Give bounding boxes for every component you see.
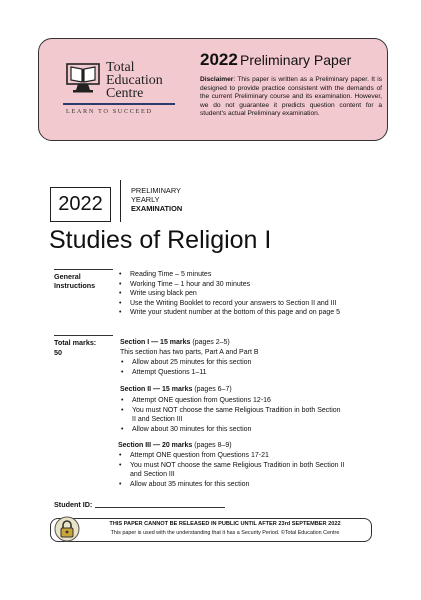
exam-year-box: 2022 (50, 187, 111, 222)
section-3-name: Section III — 20 marks (118, 442, 193, 449)
exam-divider (120, 180, 121, 222)
list-item: • Allow about 30 minutes for this section (120, 425, 346, 435)
list-item: • Allow about 25 minutes for this section (120, 358, 346, 368)
section-3-heading (118, 441, 232, 451)
exam-type-line3: EXAMINATION (131, 204, 183, 213)
total-label-rule (54, 335, 113, 336)
brand-name-line2: Education (106, 73, 163, 88)
book-computer-icon (66, 62, 100, 94)
section-1-intro: This section has two parts, Part A and Part B (120, 349, 259, 356)
banner-year: 2022 (200, 50, 238, 69)
student-id-line[interactable] (95, 507, 225, 508)
footer-security-notice: This paper is used with the understanding that it has a Security Period. ©Total Education Centre (110, 530, 340, 536)
section-2-pages: (pages 6–7) (192, 386, 232, 393)
section-3-list (118, 451, 346, 489)
list-item: • Attempt Questions 1–11 (120, 368, 346, 378)
subject-title: Studies of Religion I (49, 226, 272, 254)
list-item: • Attempt ONE question from Questions 17-21 (118, 451, 346, 461)
general-label-line1: General (54, 272, 81, 281)
padlock-icon (54, 516, 80, 542)
total-marks-label: Total marks: (54, 338, 97, 347)
brand-divider (63, 103, 175, 105)
section-3-pages: (pages 8–9) (192, 442, 232, 449)
section-1-name: Section I — 15 marks (120, 339, 191, 346)
list-item: • You must NOT choose the same Religious Tradition in both Section II and Section III (118, 461, 346, 480)
disclaimer-label: Disclaimer (200, 76, 234, 83)
section-1-list (120, 358, 346, 377)
list-item: • Attempt ONE question from Questions 12-16 (120, 396, 346, 406)
list-item: • You must NOT choose the same Religious Tradition in both Section II and Section III (120, 406, 346, 425)
general-label-rule (54, 269, 113, 270)
disclaimer-text (200, 76, 382, 119)
section-2-heading (120, 385, 232, 395)
brand-name-line1: Total (106, 60, 135, 75)
section-2-list (120, 396, 346, 434)
total-marks-value: 50 (54, 348, 62, 357)
disclaimer-body: : This paper is written as a Preliminary paper. It is designed to provide practice consistent with the demands of the current Preliminary course and its examination. However, we do not guarantee it predicts question content for a student's actual Preliminary examination. (200, 76, 382, 118)
student-id-label: Student ID: (54, 500, 93, 509)
list-item: • Use the Writing Booklet to record your answers to Section II and III (118, 299, 346, 309)
brand-name-line3: Centre (106, 86, 144, 101)
brand-tagline: LEARN TO SUCCEED (66, 108, 153, 115)
list-item: • Reading Time – 5 minutes (118, 270, 346, 280)
section-1-heading (120, 338, 230, 348)
general-label-line2: Instructions (54, 281, 96, 290)
footer-release-notice: THIS PAPER CANNOT BE RELEASED IN PUBLIC UNTIL AFTER 23rd SEPTEMBER 2022 (109, 521, 341, 527)
list-item: • Write your student number at the bottom of this page and on page 5 (118, 308, 346, 318)
exam-type-line1: PRELIMINARY (131, 186, 181, 195)
general-instructions-list (118, 270, 346, 318)
list-item: • Allow about 35 minutes for this section (118, 480, 346, 490)
section-2-name: Section II — 15 marks (120, 386, 193, 393)
exam-type-line2: YEARLY (131, 195, 160, 204)
section-1-pages: (pages 2–5) (190, 339, 230, 346)
header-banner (38, 38, 388, 141)
list-item: • Working Time – 1 hour and 30 minutes (118, 280, 346, 290)
banner-title: Preliminary Paper (240, 52, 352, 68)
list-item: • Write using black pen (118, 289, 346, 299)
